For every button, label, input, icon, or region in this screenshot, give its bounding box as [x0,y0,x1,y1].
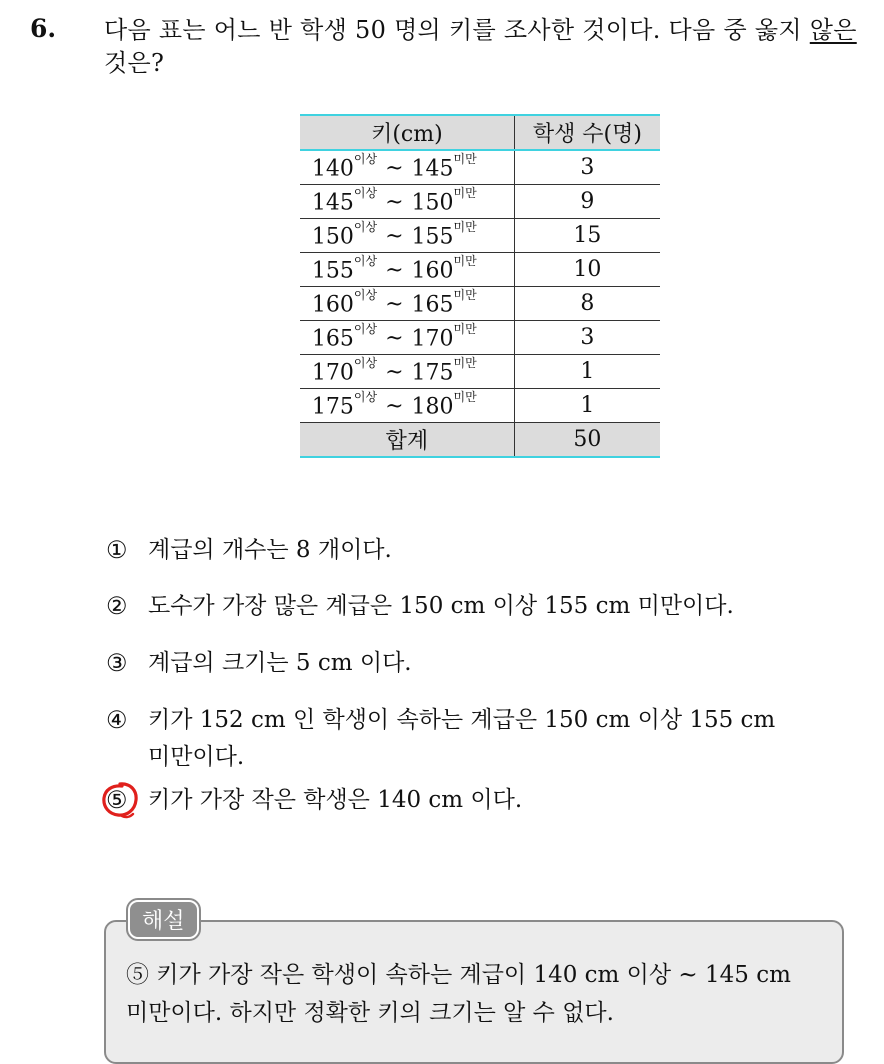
range-high-suffix: 미만 [453,321,477,336]
student-count-cell: 3 [514,321,660,355]
table-total-row [300,423,660,458]
height-range-cell [300,389,514,423]
table-row [300,219,660,253]
student-count-cell: 3 [514,150,660,185]
table-row [300,185,660,219]
range-low-suffix: 이상 [353,253,378,268]
option-2[interactable] [106,588,826,625]
range-high: 175 [411,360,454,386]
option-3[interactable] [106,645,826,682]
student-count-cell: 8 [514,287,660,321]
range-tilde: ~ [385,156,404,182]
range-low-suffix: 이상 [353,355,378,370]
range-low-suffix: 이상 [353,321,378,336]
answer-circle-mark [100,780,140,820]
range-high-suffix: 미만 [453,185,477,200]
range-high: 180 [411,394,454,420]
range-high-suffix: 미만 [453,287,477,302]
range-low: 155 [311,258,354,284]
range-tilde: ~ [385,224,404,250]
range-low: 170 [311,360,354,386]
range-low: 165 [311,326,354,352]
option-number: ① [106,536,128,564]
option-number: ⑤ [106,786,128,814]
student-count-cell: 9 [514,185,660,219]
range-high-suffix: 미만 [453,219,477,234]
option-4[interactable] [106,702,826,775]
option-text: 도수가 가장 많은 계급은 150 cm 이상 155 cm 미만이다. [148,593,734,619]
question-text-part2: 것은? [104,49,165,77]
height-range-cell [300,287,514,321]
range-low: 160 [311,292,354,318]
height-range-cell [300,150,514,185]
height-range-cell [300,253,514,287]
height-range-cell [300,185,514,219]
option-text-continued: 미만이다. [148,744,245,770]
option-text: 계급의 크기는 5 cm 이다. [148,650,412,676]
total-label: 합계 [300,423,514,458]
question-text-underlined: 않은 [809,16,857,44]
option-text: 계급의 개수는 8 개이다. [148,537,392,563]
table-row [300,287,660,321]
height-range-cell [300,219,514,253]
student-count-cell: 1 [514,389,660,423]
range-low: 140 [311,156,354,182]
total-value: 50 [514,423,660,458]
student-count-cell: 15 [514,219,660,253]
range-tilde: ~ [385,258,404,284]
range-tilde: ~ [385,326,404,352]
explanation-text [126,956,836,1032]
height-range-cell [300,321,514,355]
table-header-row [300,115,660,150]
range-high: 150 [411,190,454,216]
range-tilde: ~ [385,190,404,216]
table-row [300,355,660,389]
range-tilde: ~ [385,360,404,386]
option-text: 키가 152 cm 인 학생이 속하는 계급은 150 cm 이상 155 cm [148,707,776,733]
student-count-cell: 1 [514,355,660,389]
range-high-suffix: 미만 [453,355,477,370]
option-number: ④ [106,706,128,734]
option-1[interactable] [106,532,826,569]
range-high-suffix: 미만 [453,253,477,268]
explanation-line-1: ⑤ 키가 가장 작은 학생이 속하는 계급이 140 cm 이상 ~ 145 cm [126,962,791,988]
range-low-suffix: 이상 [353,287,378,302]
header-height: 키(cm) [300,115,514,150]
option-number: ③ [106,649,128,677]
range-low: 145 [311,190,354,216]
explanation-tag: 해설 [128,900,199,939]
header-count: 학생 수(명) [514,115,660,150]
range-high: 155 [411,224,454,250]
option-5[interactable] [106,782,826,819]
range-high: 165 [411,292,454,318]
option-number: ② [106,592,128,620]
range-low-suffix: 이상 [353,185,378,200]
range-high: 160 [411,258,454,284]
question-text [104,14,874,80]
range-high: 170 [411,326,454,352]
frequency-table [300,114,660,458]
range-high: 145 [411,156,454,182]
range-high-suffix: 미만 [453,389,477,404]
table-row [300,321,660,355]
range-low-suffix: 이상 [353,389,378,404]
table-row [300,150,660,185]
range-low-suffix: 이상 [353,151,378,166]
explanation-line-2: 미만이다. 하지만 정확한 키의 크기는 알 수 없다. [126,1000,614,1026]
range-tilde: ~ [385,292,404,318]
range-high-suffix: 미만 [453,151,477,166]
question-number: 6. [30,14,57,43]
range-tilde: ~ [385,394,404,420]
range-low-suffix: 이상 [353,219,378,234]
range-low: 175 [311,394,354,420]
height-range-cell [300,355,514,389]
student-count-cell: 10 [514,253,660,287]
range-low: 150 [311,224,354,250]
table-row [300,389,660,423]
question-text-part1: 다음 표는 어느 반 학생 50 명의 키를 조사한 것이다. 다음 중 옳지 [104,16,810,44]
table-row [300,253,660,287]
option-text: 키가 가장 작은 학생은 140 cm 이다. [148,787,523,813]
